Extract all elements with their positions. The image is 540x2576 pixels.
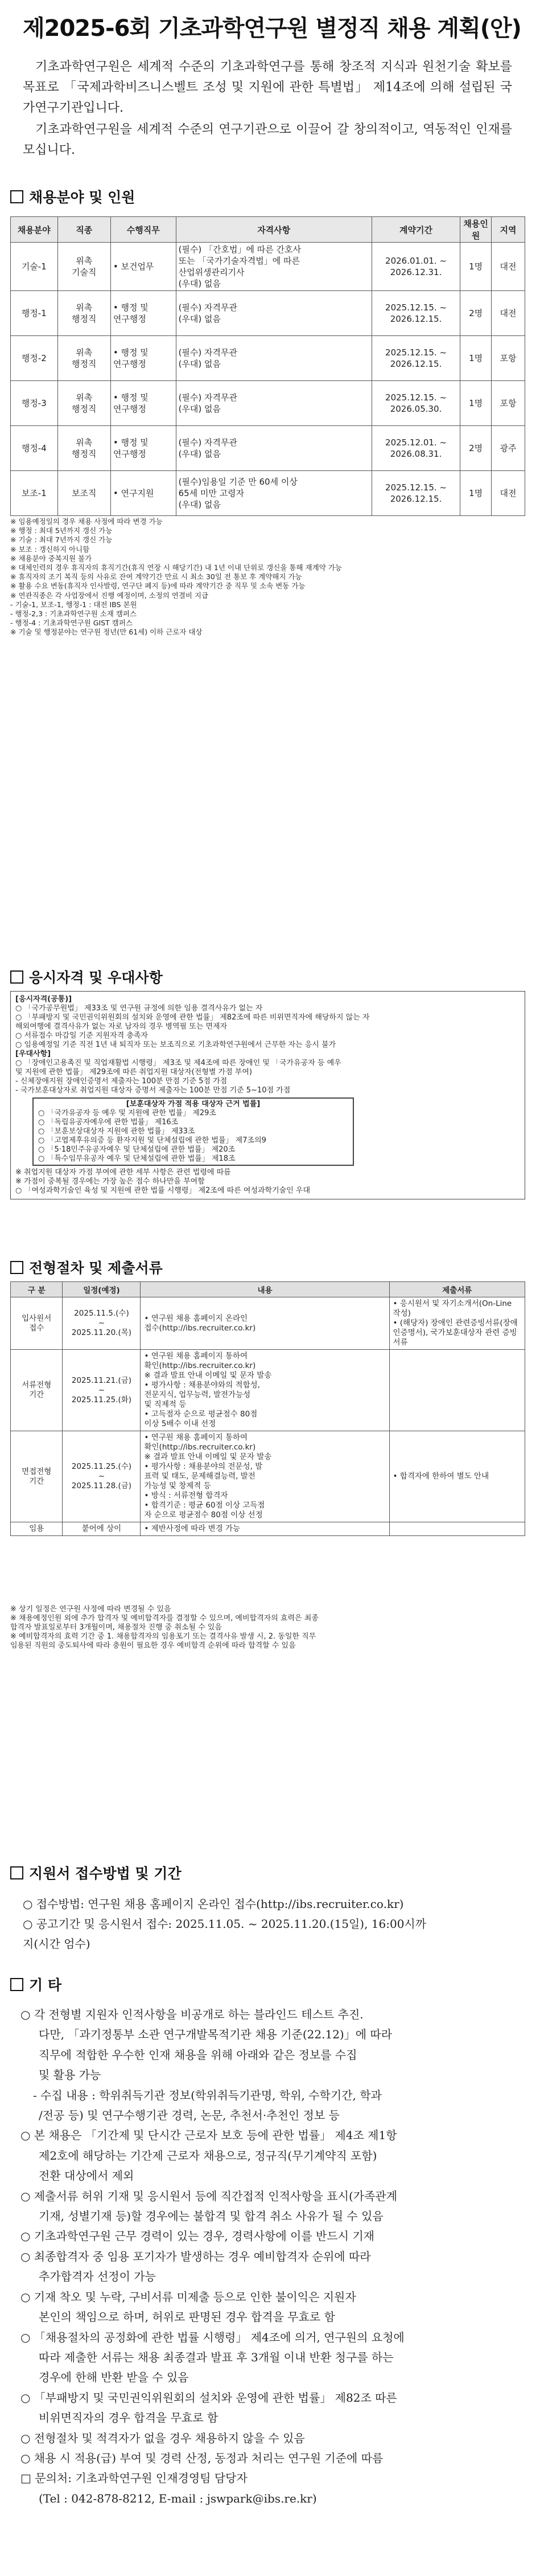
section-heading	[10, 966, 163, 987]
body-line: - 수집 내용 : 학위취득기관 정보(학위취득기관명, 학위, 수학기간, 학과	[33, 2088, 382, 2102]
section-heading	[10, 1974, 61, 1995]
note-line: ※ 상기 일정은 연구원 사정에 따라 변경될 수 있음	[10, 1605, 171, 1613]
job-type-cell: 보조직	[57, 471, 110, 516]
step-cell: 면접전형 기간	[11, 1431, 63, 1522]
table-row	[11, 1431, 525, 1522]
table-row	[11, 381, 525, 426]
qualification-cell: (필수) 자격무관 (우대) 없음	[176, 426, 372, 471]
body-line: ○ 기재 착오 및 누락, 구비서류 미제출 등으로 인한 불이익은 지원자	[20, 2290, 356, 2304]
region-cell: 포항	[491, 381, 525, 426]
qual-line: ○ 「장애인고용촉진 및 직업재활법 시행령」 제3조 및 제4조에 따른 장애인 및 「국가유공자 등 예우	[15, 1059, 341, 1067]
step-cell: 임용	[11, 1522, 63, 1536]
other-notes	[20, 2005, 521, 2509]
note-line: ※ 기술 : 최대 7년까지 갱신 가능	[10, 535, 113, 544]
schedule-cell: 붙어에 상이	[63, 1522, 141, 1536]
table-header-row	[11, 217, 525, 243]
body-line: ○ 「채용절차의 공정화에 관한 법률 시행령」 제4조에 의거, 연구원의 요청에	[20, 2330, 405, 2344]
body-line: 직무에 적합한 우수한 인재 채용을 위해 아래와 같은 정보를 수집	[39, 2047, 357, 2062]
content-cell: • 연구원 채용 홈페이지 통하여 확인(http://ibs.recruiter.co.kr) ※ 결과 발표 안내 이메일 및 문자 발송 • 평가사항 : 채용분야의 전문성, 발 표력 및 태도, 문제해결능력, 발전 가능성 및 창제적 등 • 방식 : 서류전형 합격자 • 합격기준 : 평균 60점 이상 고득점 자 순으로 평균점수 80점 이상 선정	[141, 1431, 389, 1522]
body-line: ○ 본 채용은 「기간제 및 단시간 근로자 보호 등에 관한 법률」 제4조 제1항	[20, 2128, 397, 2143]
qualification-cell: (필수) 「간호법」에 따른 간호사 또는 「국가기술자격법」에 따른 산업위생관리기사 (우대) 없음	[176, 243, 372, 291]
body-line: 기재, 성별기재 등)할 경우에는 불합격 및 합격 취소 사유가 될 수 있음	[39, 2209, 384, 2223]
table-row	[11, 1522, 525, 1536]
note-line: ※ 휴직자의 조기 복직 등의 사유로 잔여 계약기간 만료 시 최소 30일 전 통보 후 계약해지 가능	[10, 572, 302, 581]
qual-line: ※ 취업지원 대상자 가점 부여에 관한 세부 사항은 관련 법령에 따름	[15, 1168, 231, 1177]
region-cell: 대전	[491, 291, 525, 336]
section-title: 기 타	[29, 1977, 62, 1993]
field-cell: 행정-4	[11, 426, 58, 471]
qual-line: ○ 「부패방지 및 국민권익위원회의 설치와 운영에 관한 법률」 제82조에 따른 비위면직자에 해당하지 않는 자	[15, 1013, 370, 1022]
square-bullet-icon	[10, 1866, 23, 1879]
field-cell: 행정-1	[11, 291, 58, 336]
note-line: - 행정-4 : 기초과학연구원 GIST 캠퍼스	[10, 619, 133, 628]
contract-period-cell: 2025.12.15. ~ 2026.12.15.	[372, 471, 460, 516]
body-line: ○ 최종합격자 중 임용 포기자가 발생하는 경우 예비합격자 순위에 따라	[20, 2249, 371, 2263]
body-line: ○ 각 전형별 지원자 인적사항을 비공개로 하는 블라인드 테스트 추진.	[20, 2008, 364, 2021]
qual-heading: [응시자격(공통)]	[15, 995, 72, 1004]
section-title: 응시자격 및 우대사항	[29, 969, 163, 986]
qual-heading: [우대사항]	[15, 1050, 51, 1058]
body-line: 본인의 책임으로 하며, 허위로 판명된 경우 합격을 무효로 함	[39, 2310, 335, 2324]
content-cell: • 연구원 채용 홈페이지 통하여 확인(http://ibs.recruiter.co.kr) ※ 결과 발표 안내 이메일 및 문자 발송 • 평가사항 : 채용분야와의 적합성, 전문지식, 업무능력, 발전가능성 및 직제적 등 • 고득점자 순으로 평균점수 80점 이상 5배수 이내 선정	[141, 1350, 389, 1431]
qual-line: - 국가보훈대상자로 취업지원 대상자 증명서 제출자는 100분 만점 기준 5~10점 가점	[15, 1086, 291, 1095]
body-line: □ 문의처: 기초과학연구원 인재경영팀 담당자	[20, 2471, 248, 2485]
duty-cell: • 보건업무	[110, 243, 176, 291]
qualification-cell: (필수) 자격무관 (우대) 없음	[176, 291, 372, 336]
qual-line: ○ 「고엽제후유의증 등 환자지원 및 단체설립에 관한 법률」 제7조의9	[38, 1136, 266, 1145]
region-cell: 광주	[491, 426, 525, 471]
section-title: 전형절차 및 제출서류	[29, 1260, 163, 1276]
content-cell: • 제반사정에 따라 변경 가능	[141, 1522, 389, 1536]
veterans-law-box	[32, 1097, 354, 1166]
qual-line: 및 지원에 관한 법률」 제29조에 따른 취업지원 대상자(전형별 가점 부여)	[15, 1068, 252, 1076]
region-cell: 대전	[491, 243, 525, 291]
note-line: - 행정-2,3 : 기초과학연구원 소재 캠퍼스	[10, 609, 137, 619]
note-line: ※ 활용 수요 변동(휴직자 인사발령, 연구단 폐지 등)에 따라 계약기간 중 직무 및 소속 변동 가능	[10, 581, 306, 591]
column-header: 자격사항	[176, 217, 372, 243]
headcount-cell: 1명	[460, 381, 492, 426]
headcount-cell: 1명	[460, 336, 492, 381]
table-row	[11, 291, 525, 336]
note-line: ※ 행정 : 최대 5년까지 갱신 가능	[10, 526, 113, 535]
column-header: 제출서류	[389, 1282, 525, 1297]
section-heading	[10, 1257, 163, 1277]
region-cell: 대전	[491, 471, 525, 516]
body-line: ○ 채용 시 적용(급) 부여 및 경력 산정, 동정과 처리는 연구원 기준에 따름	[20, 2451, 384, 2465]
square-bullet-icon	[10, 190, 23, 203]
intro-paragraph: 기초과학연구원을 세계적 수준의 연구기관으로 이끌어 갈 창의적이고, 역동적인 인재를 모십니다.	[23, 122, 512, 157]
job-type-cell: 위촉 행정직	[57, 336, 110, 381]
qual-line: ○ 「여성과학기술인 육성 및 지원에 관한 법률 시행령」 제2조에 따른 여성과학기술인 우대	[15, 1186, 311, 1195]
contract-period-cell: 2025.12.01. ~ 2026.08.31.	[372, 426, 460, 471]
contract-period-cell: 2025.12.15. ~ 2026.05.30.	[372, 381, 460, 426]
body-line: ○ 전형절차 및 적격자가 없을 경우 채용하지 않을 수 있음	[20, 2431, 305, 2445]
duty-cell: • 행정 및 연구행정	[110, 426, 176, 471]
intro-paragraph: 기초과학연구원은 세계적 수준의 기초과학연구를 통해 창조적 지식과 원천기술 확보를 목표로 「국제과학비즈니스벨트 조성 및 지원에 관한 특별법」 제14조에 의해 설립된 국가연구기관입니다.	[23, 60, 512, 115]
note-line: ※ 보조 : 갱신하지 아니함	[10, 544, 90, 554]
step-cell: 입사원서 접수	[11, 1297, 63, 1350]
note-line: ※ 임용예정일의 경우 채용 사정에 따라 변경 가능	[10, 517, 163, 526]
qual-line: ○ 「국가공무원법」 제33조 및 연구원 규정에 의한 임용 결격사유가 없는 자	[15, 1004, 263, 1013]
qual-line: ○ 「독립유공자예우에 관한 법률」 제16조	[38, 1118, 179, 1127]
schedule-cell: 2025.11.5.(수) ~ 2025.11.20.(목)	[63, 1297, 141, 1350]
body-line: 및 활용 가능	[39, 2068, 101, 2082]
positions-notes	[10, 517, 525, 637]
body-line: 추가합격자 선정이 가능	[39, 2270, 156, 2284]
note-line: ※ 대체인력의 경우 휴직자의 휴직기간(휴직 연장 시 해당기간) 내 1년 이내 단위로 갱신을 통해 재계약 가능	[10, 563, 342, 572]
qualification-cell: (필수)임용일 기준 만 60세 이상 65세 미만 고령자 (우대) 없음	[176, 471, 372, 516]
application-method	[23, 1894, 518, 1954]
contract-period-cell: 2025.12.15. ~ 2026.12.15.	[372, 336, 460, 381]
section-title: 채용분야 및 인원	[29, 189, 135, 206]
body-line: /전공 등) 및 연구수행기관 경력, 논문, 추천서·추천인 정보 등	[39, 2108, 340, 2123]
table-header-row	[11, 1282, 525, 1297]
duty-cell: • 행정 및 연구행정	[110, 336, 176, 381]
documents-cell: • 응시원서 및 자기소개서(On-Line 작성) • (해당자) 장애인 관련증빙서류(장애인증명서), 국가보훈대상자 관련 증빙서류	[389, 1297, 525, 1350]
job-type-cell: 위촉 행정직	[57, 381, 110, 426]
contract-period-cell: 2026.01.01. ~ 2026.12.31.	[372, 243, 460, 291]
headcount-cell: 2명	[460, 291, 492, 336]
headcount-cell: 1명	[460, 243, 492, 291]
qual-line: - 신체장애지원 장애인증명서 제출자는 100분 만점 기준 5점 가점	[15, 1077, 228, 1086]
job-type-cell: 위촉 기술직	[57, 243, 110, 291]
body-line: 경우에 한해 반환 받을 수 있음	[39, 2370, 189, 2385]
table-row	[11, 1350, 525, 1431]
schedule-cell: 2025.11.25.(수) ~ 2025.11.28.(금)	[63, 1431, 141, 1522]
column-header: 내용	[141, 1282, 389, 1297]
process-notes	[10, 1605, 525, 1651]
body-line: 전환 대상에서 제외	[39, 2169, 134, 2183]
documents-cell	[389, 1350, 525, 1431]
job-type-cell: 위촉 행정직	[57, 426, 110, 471]
qual-line: ○ 임용예정일 기준 직전 1년 내 퇴직자 또는 보조직으로 기초과학연구원에서 근무한 자는 응시 불가	[15, 1041, 336, 1049]
body-line: (Tel : 042-878-8212, E-mail : jswpark@ibs.re.kr)	[39, 2491, 317, 2505]
field-cell: 행정-2	[11, 336, 58, 381]
qual-line: ○ 「5·18민주유공자예우 및 단체설립에 관한 법률」 제20조	[38, 1145, 236, 1154]
field-cell: 행정-3	[11, 381, 58, 426]
note-line: ※ 채용분야 중복지원 불가	[10, 554, 92, 563]
positions-table	[10, 216, 525, 516]
note-line: ※ 예비합격자의 효력 기간 중 1. 채용합격자의 임용포기 또는 결격사유 발생 시, 2. 동일한 직무	[10, 1632, 316, 1641]
job-type-cell: 위촉 행정직	[57, 291, 110, 336]
column-header: 일정(예정)	[63, 1282, 141, 1297]
contract-period-cell: 2025.12.15. ~ 2026.12.15.	[372, 291, 460, 336]
qualification-cell: (필수) 자격무관 (우대) 없음	[176, 381, 372, 426]
duty-cell: • 행정 및 연구행정	[110, 291, 176, 336]
qualification-cell: (필수) 자격무관 (우대) 없음	[176, 336, 372, 381]
column-header: 채용분야	[11, 217, 58, 243]
section-title: 지원서 접수방법 및 기간	[29, 1865, 182, 1882]
column-header: 수행직무	[110, 217, 176, 243]
schedule-cell: 2025.11.21.(금) ~ 2025.11.25.(화)	[63, 1350, 141, 1431]
process-table	[10, 1281, 525, 1536]
qual-line: ○ 「국가유공자 등 예우 및 지원에 관한 법률」 제29조	[38, 1109, 216, 1117]
body-line: 제2호에 해당하는 기간제 근로자 채용으로, 정규직(무기계약직 포함)	[39, 2148, 377, 2163]
content-cell: • 연구원 채용 홈페이지 온라인 접수(http://ibs.recruiter.co.kr)	[141, 1297, 389, 1350]
field-cell: 기술-1	[11, 243, 58, 291]
body-line: ○ 공고기간 및 응시원서 접수: 2025.11.05. ~ 2025.11.20.(15일), 16:00시까	[23, 1917, 427, 1931]
headcount-cell: 1명	[460, 471, 492, 516]
body-line: ○ 제출서류 허위 기재 및 응시원서 등에 직간접적 인적사항을 표시(가족관계	[20, 2189, 398, 2203]
body-line: 다만, 「과기정통부 소관 연구개발목적기관 채용 기준(22.12)」에 따라	[39, 2028, 393, 2042]
field-cell: 보조-1	[11, 471, 58, 516]
headcount-cell: 2명	[460, 426, 492, 471]
qual-line: ※ 가점이 중복될 경우에는 가장 높은 점수 하나만을 부여함	[15, 1177, 205, 1186]
table-row	[11, 471, 525, 516]
qualifications-box	[10, 991, 525, 1199]
step-cell: 서류전형 기간	[11, 1350, 63, 1431]
square-bullet-icon	[10, 1978, 23, 1991]
region-cell: 포항	[491, 336, 525, 381]
body-line: 지(시간 엄수)	[23, 1937, 90, 1951]
column-header: 채용인원	[460, 217, 492, 243]
qual-line: 해외여행에 결격사유가 없는 자로 남자의 경우 병역필 또는 면제자	[15, 1022, 228, 1031]
page-title: 제2025-6회 기초과학연구원 별정직 채용 계획(안)	[23, 15, 521, 42]
qual-line: ○ 「보훈보상대상자 지원에 관한 법률」 제33조	[38, 1127, 195, 1136]
veterans-law-heading: [보훈대상자 가점 적용 대상자 근거 법률]	[126, 1100, 261, 1108]
documents-cell	[389, 1522, 525, 1536]
table-row	[11, 336, 525, 381]
column-header: 직종	[57, 217, 110, 243]
body-line: ○ 접수방법: 연구원 채용 홈페이지 온라인 접수(http://ibs.recruiter.co.kr)	[23, 1897, 404, 1911]
documents-cell: • 합격자에 한하여 별도 안내	[389, 1431, 525, 1522]
column-header: 지역	[491, 217, 525, 243]
body-line: ○ 기초과학연구원 근무 경력이 있는 경우, 경력사항에 이를 반드시 기재	[20, 2229, 374, 2243]
note-line: 임용된 직원의 중도퇴사에 따라 충원이 필요한 경우 예비합격 순위에 따라 합격할 수 있음	[10, 1641, 296, 1650]
body-line: 따라 제출한 서류는 채용 최종결과 발표 후 3개월 이내 반환 청구를 하는	[39, 2350, 394, 2364]
duty-cell: • 연구지원	[110, 471, 176, 516]
body-line: 비위면직자의 경우 합격을 무효로 함	[39, 2411, 219, 2425]
note-line: - 기술-1, 보조-1, 행정-1 : 대전 IBS 본원	[10, 600, 137, 609]
table-row	[11, 243, 525, 291]
section-heading	[10, 186, 135, 207]
duty-cell: • 행정 및 연구행정	[110, 381, 176, 426]
intro	[23, 57, 512, 162]
qual-line: ○ 「특수임무유공자 예우 및 단체설립에 관한 법률」 제18조	[38, 1154, 236, 1163]
section-heading	[10, 1862, 182, 1883]
column-header: 계약기간	[372, 217, 460, 243]
note-line: 합격자 발표일로부터 3개월이며, 채용절차 진행 중 취소될 수 있음	[10, 1623, 222, 1632]
table-row	[11, 1297, 525, 1350]
square-bullet-icon	[10, 970, 23, 984]
table-row	[11, 426, 525, 471]
body-line: ○ 「부패방지 및 국민권익위원회의 설치와 운영에 관한 법률」 제82조 따른	[20, 2390, 397, 2405]
note-line: ※ 기술 및 행정분야는 연구원 정년(만 61세) 이하 근로자 대상	[10, 628, 203, 637]
qual-line: ○ 서류접수 마감일 기준 지원자격 충족자	[15, 1031, 148, 1040]
square-bullet-icon	[10, 1261, 23, 1274]
note-line: ※ 연관직종은 각 사업장에서 진행 예정이며, 소정의 연결비 지급	[10, 591, 209, 600]
note-line: ※ 채용예정인원 외에 추가 합격자 및 예비합격자를 결정할 수 있으며, 예비합격자의 효력은 최종	[10, 1614, 319, 1623]
column-header: 구 분	[11, 1282, 63, 1297]
